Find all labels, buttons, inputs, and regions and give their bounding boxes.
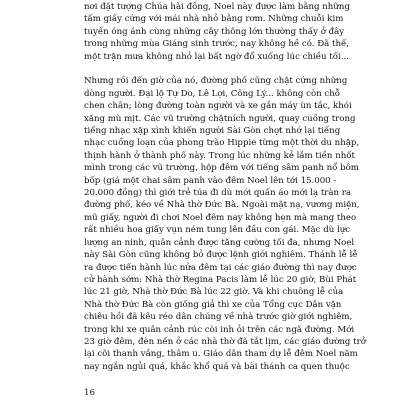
text-line: xăng mù mịt. Các vũ trường chậtních người, quay cuồng trong [84,113,356,124]
text-line: Nhưng rồi đến giờ của nó, đường phố cũng chật cứng những [84,76,348,87]
body-text [84,1,366,373]
text-line: nơi đặt tượng Chúa hài đồng, Noel này được làm bằng những [84,2,350,12]
text-line: đường phố, kéo về Nhà thờ Đức Bà. Ngoài mặt nạ, vương miện, [84,200,360,211]
text-line: dòng người. Đại lộ Tự Do, Lê Lợi, Công Lý... không còn chỗ [84,88,340,99]
page-number: 16 [84,388,95,398]
text-line: thịnh hành ở thành phố này. Trong lúc những kẻ lắm tiền nhốt [84,150,355,161]
text-line: nhạc cuồng loạn của phong trào Hippie từng một thời du nhập, [84,138,360,149]
text-line: chen chân; lòng đường toàn người và xe gắn máy ùn tắc, khói [84,101,352,112]
paragraph-1 [84,1,350,63]
text-line: này Sài Gòn cũng không bỏ được lệnh giới nghiêm. Thánh lễ lễ [84,250,358,261]
text-line: tuyến óng ánh cùng những cây thông lớn thường thấy ở đây [84,26,345,37]
paragraph-2 [84,75,366,373]
text-line: nay ngắn ngủi quá, khắc khổ quá và bài thánh ca quen thuộc [84,361,350,372]
text-line: một trận mưa không nhỏ lại bất ngờ đổ xuống lúc chiều tối... [84,51,349,62]
text-line: 23 giờ đêm, đèn nến ở các nhà thờ đã tắt lịm, các giáo đường trở [84,336,366,347]
text-line: trong những mùa Giáng sinh trước, nay không hề có. Đã thế, [84,39,350,50]
text-line: rất nhiều hoa giấy vụn ném tung lên đầu con gái. Mặc dù lực [84,225,351,236]
text-line: lúc 21 giờ, Nhà thờ Đức Bà lúc 22 giờ. Và khi chuông lễ của [84,287,344,298]
text-line: Nhà thờ Đức Bà còn giống giả thì xe của Tổng cục Dân vận [84,299,342,310]
text-line: mũ giấy, người đi chơi Noel đêm nay không hẹn mà mang theo [84,212,357,223]
text-line: cử hành sớm: Nhà thờ Regina Pacis làm lễ lúc 20 giờ, Bùi Phát [84,274,357,285]
text-line: lượng an ninh, quân cảnh được tăng cường tối đa, nhưng Noel [84,237,355,248]
text-line: bốp (giá một chai sâm panh vào đêm Noel lên tới 15.000 - [84,175,337,186]
text-line: ra được tiến hành lúc nửa đêm tại các giáo đường thì nay được [84,262,357,273]
text-line: 20.000 đồng) thì giới trẻ túa đi dù mới quấn áo mới lạ tràn ra [84,188,352,199]
text-line: trong khi xe quân cảnh rúc còi inh ỏi trên các ngã đường. Mới [84,324,355,335]
text-line: tiếng nhạc xập xình khiến người Sài Gòn chợt nhớ lại tiếng [84,126,341,137]
text-line: chiêu hồi đã kêu réo dân chúng về nhà trước giờ giới nghiêm, [84,312,353,323]
paragraph-gap [84,63,310,75]
text-line: mình trong các vũ trường, hộp đêm với tiếng sâm panh nổ bôm [84,163,359,174]
text-line: tấm giấy cứng với mái nhà nhỏ bằng rơm. Những chuỗi kim [84,14,344,25]
text-line: lại cõi thanh vắng, thâm u. Giáo dân tham dự lễ đêm Noel năm [84,349,358,360]
